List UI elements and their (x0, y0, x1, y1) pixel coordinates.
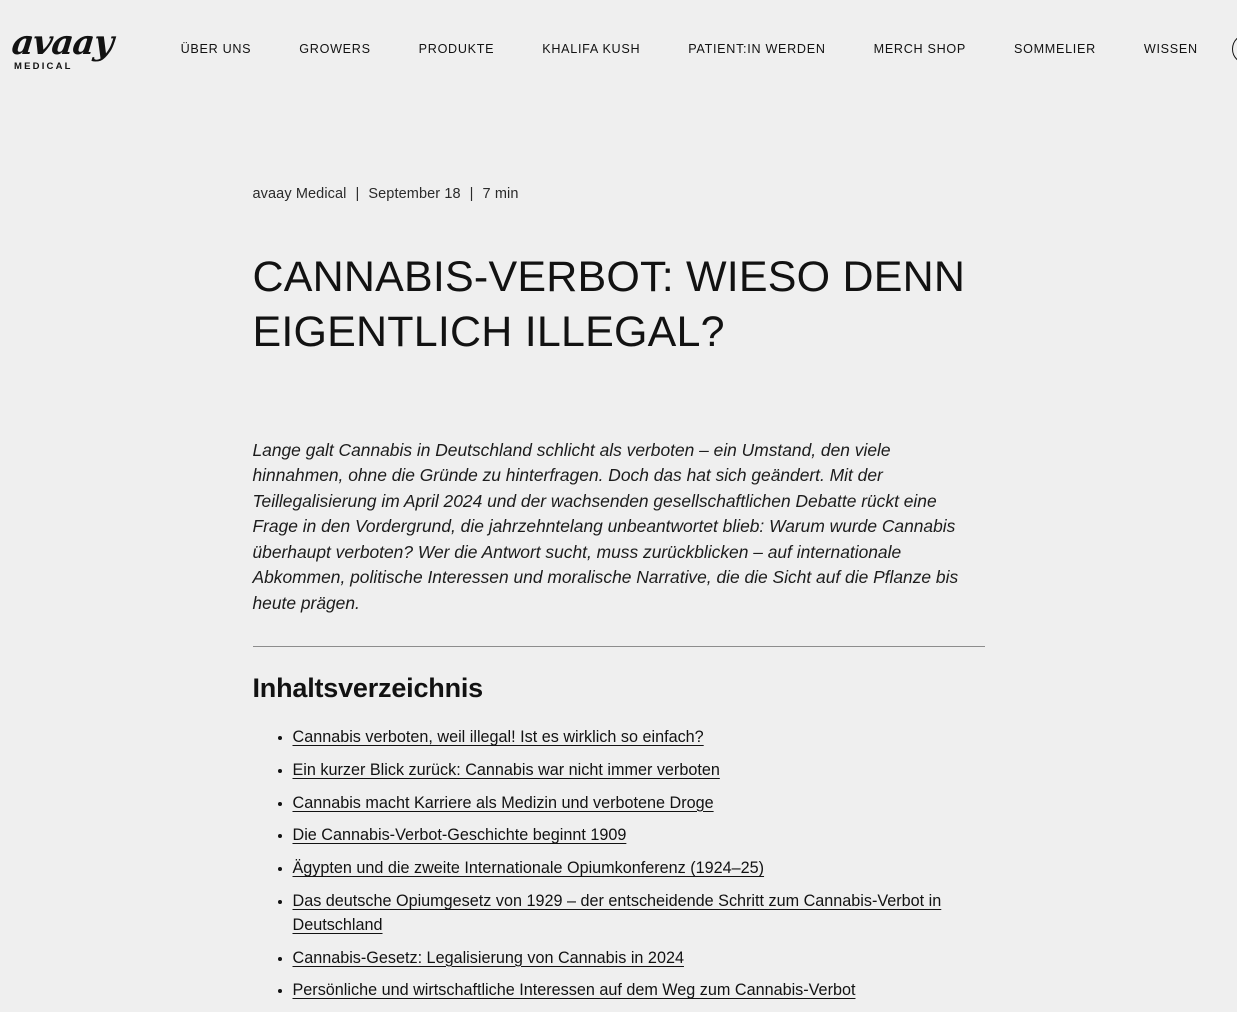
user-account-icon[interactable] (1232, 34, 1237, 64)
nav-item-merch-shop[interactable]: MERCH SHOP (873, 42, 966, 56)
table-of-contents-list (253, 726, 985, 1003)
nav-item-patientin-werden[interactable]: PATIENT:IN WERDEN (688, 42, 826, 56)
meta-read-time: 7 min (482, 186, 519, 202)
list-item (293, 726, 985, 750)
meta-separator-1: | (355, 186, 360, 202)
nav-item-ueber-uns[interactable]: ÜBER UNS (180, 42, 252, 56)
table-of-contents-title: Inhaltsverzeichnis (252, 672, 483, 703)
toc-link-4[interactable]: Die Cannabis-Verbot-Geschichte beginnt 1909 (292, 826, 627, 845)
article-lede: Lange galt Cannabis in Deutschland schlicht als verboten – ein Umstand, den viele hinnahmen, ohne die Gründe zu hinterfragen. Doch das hat sich geändert. Mit der Teillegalisierung im April 2024 und der wachsenden gesellschaftlichen Debatte rückt eine Frage in den Vordergrund, die jahrzehntelang unbeantwortet blieb: Warum wurde Cannabis überhaupt verboten? Wer die Antwort sucht, muss zurückblicken – auf internationale Abkommen, politische Interessen und moralische Narrative, die die Sicht auf die Pflanze bis heute prägen. (252, 440, 959, 613)
toc-link-2[interactable]: Ein kurzer Blick zurück: Cannabis war nicht immer verboten (292, 760, 720, 779)
toc-link-1[interactable]: Cannabis verboten, weil illegal! Ist es wirklich so einfach? (292, 727, 704, 746)
list-item (293, 792, 985, 816)
brand-subtitle: MEDICAL (14, 61, 73, 72)
list-item (293, 857, 985, 881)
list-item (293, 947, 985, 971)
section-divider (253, 646, 985, 647)
brand-wordmark: avaay (9, 23, 115, 63)
list-item (293, 890, 985, 938)
toc-link-8[interactable]: Persönliche und wirtschaftliche Interessen auf dem Weg zum Cannabis-Verbot (292, 981, 856, 1000)
nav-item-sommelier[interactable]: SOMMELIER (1014, 42, 1096, 56)
article-container (253, 98, 985, 1003)
meta-separator-2: | (469, 186, 474, 202)
page-title: CANNABIS-VERBOT: WIESO DENN EIGENTLICH ILLEGAL? (252, 253, 966, 357)
main-navigation (113, 36, 1222, 62)
nav-item-khalifa-kush[interactable]: KHALIFA KUSH (542, 42, 641, 56)
nav-item-growers[interactable]: GROWERS (299, 42, 371, 56)
article-meta (253, 186, 985, 202)
nav-item-wissen[interactable]: WISSEN (1143, 42, 1198, 56)
brand-logo[interactable] (9, 23, 115, 72)
toc-link-7[interactable]: Cannabis-Gesetz: Legalisierung von Cannabis in 2024 (292, 948, 684, 967)
meta-author: avaay Medical (252, 186, 347, 202)
list-item (293, 824, 985, 848)
meta-date: September 18 (368, 186, 461, 202)
list-item (293, 979, 985, 1003)
toc-link-3[interactable]: Cannabis macht Karriere als Medizin und verbotene Droge (292, 793, 714, 812)
toc-link-5[interactable]: Ägypten und die zweite Internationale Opiumkonferenz (1924–25) (292, 859, 765, 878)
nav-item-produkte[interactable]: PRODUKTE (418, 42, 495, 56)
site-header (0, 0, 1237, 98)
list-item (293, 759, 985, 783)
toc-link-6[interactable]: Das deutsche Opiumgesetz von 1929 – der entscheidende Schritt zum Cannabis-Verbot in Deutschland (292, 891, 942, 934)
